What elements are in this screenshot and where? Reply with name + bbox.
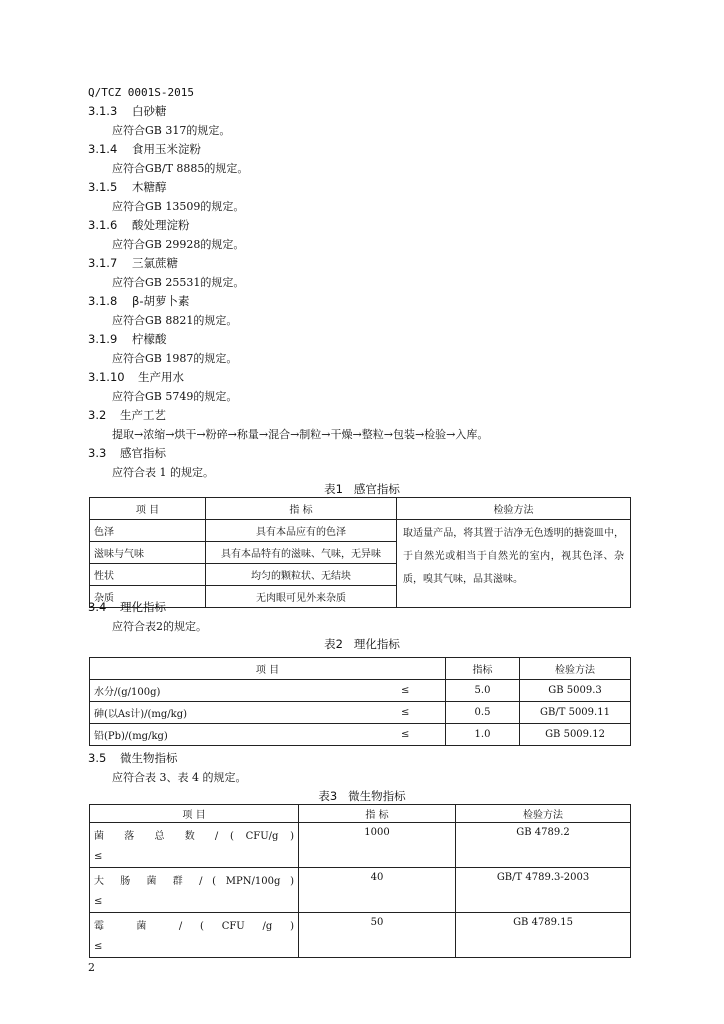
section-number: 3.2 bbox=[88, 408, 107, 422]
section-text-3-1-9: 应符合GB 1987的规定。 bbox=[112, 352, 238, 365]
table-cell: 杂质 bbox=[90, 586, 206, 608]
table-cell-item-label: 菌 落 总 数 / ( CFU/g ) bbox=[94, 831, 294, 842]
table-header-cell: 项 目 bbox=[90, 658, 446, 680]
section-heading-3-5 bbox=[88, 750, 178, 766]
table-cell bbox=[90, 913, 299, 958]
section-text-3-1-10: 应符合GB 5749的规定。 bbox=[112, 390, 238, 403]
section-number: 3.1.7 bbox=[88, 256, 118, 270]
table-cell-method: 取适量产品，将其置于洁净无色透明的搪瓷皿中，于自然光或相当于自然光的室内，视其色泽、杂质，嗅其气味，品其滋味。 bbox=[397, 520, 631, 608]
table3-caption bbox=[0, 788, 724, 804]
table-header-cell: 指 标 bbox=[206, 498, 397, 520]
table1-caption-title: 感官指标 bbox=[353, 482, 400, 496]
table-header-row bbox=[90, 498, 631, 520]
section-text-3-5: 应符合表 3、表 4 的规定。 bbox=[112, 771, 247, 784]
table-cell: 具有本品特有的滋味、气味，无异味 bbox=[206, 542, 397, 564]
table-cell: 50 bbox=[299, 913, 456, 958]
section-text-3-1-3: 应符合GB 317的规定。 bbox=[112, 124, 231, 137]
section-heading-3-4 bbox=[88, 599, 166, 615]
table-cell: GB 4789.2 bbox=[456, 823, 631, 868]
section-title: 生产用水 bbox=[138, 370, 184, 384]
section-title: β-胡萝卜素 bbox=[132, 294, 190, 308]
table-cell: 铅(Pb)/(mg/kg) bbox=[90, 724, 398, 746]
table-row bbox=[90, 702, 631, 724]
table-header-cell: 检验方法 bbox=[456, 805, 631, 823]
section-heading-3-1-10 bbox=[88, 369, 184, 385]
table-cell: 水分/(g/100g) bbox=[90, 680, 398, 702]
table-cell-operator: ≤ bbox=[94, 851, 103, 862]
table-header-cell: 项 目 bbox=[90, 805, 299, 823]
table2-caption-label: 表2 bbox=[324, 637, 343, 651]
section-text-3-4: 应符合表2的规定。 bbox=[112, 620, 207, 633]
table2-caption-title: 理化指标 bbox=[353, 637, 400, 651]
section-text-3-3: 应符合表 1 的规定。 bbox=[112, 466, 214, 479]
table-cell: 0.5 bbox=[446, 702, 520, 724]
table1-caption bbox=[0, 481, 724, 497]
table-cell-operator: ≤ bbox=[94, 941, 103, 952]
table1-caption-label: 表1 bbox=[324, 482, 343, 496]
table-cell: 性状 bbox=[90, 564, 206, 586]
section-title: 白砂糖 bbox=[132, 104, 167, 118]
section-title: 生产工艺 bbox=[120, 408, 166, 422]
table-header-cell: 检验方法 bbox=[397, 498, 631, 520]
section-title: 微生物指标 bbox=[120, 751, 178, 765]
section-text-3-2: 提取→浓缩→烘干→粉碎→称量→混合→制粒→干燥→整粒→包装→检验→入库。 bbox=[112, 428, 489, 441]
section-title: 木糖醇 bbox=[132, 180, 167, 194]
table-cell-operator: ≤ bbox=[397, 702, 446, 724]
section-number: 3.4 bbox=[88, 600, 107, 614]
table-cell: GB 5009.12 bbox=[520, 724, 631, 746]
table-cell: 色泽 bbox=[90, 520, 206, 542]
table-cell: 具有本品应有的色泽 bbox=[206, 520, 397, 542]
table-header-cell: 指 标 bbox=[299, 805, 456, 823]
table-cell: GB 4789.15 bbox=[456, 913, 631, 958]
table-cell: 无肉眼可见外来杂质 bbox=[206, 586, 397, 608]
table2-caption bbox=[0, 636, 724, 652]
table-header-cell: 项 目 bbox=[90, 498, 206, 520]
section-heading-3-1-5 bbox=[88, 179, 167, 195]
section-number: 3.1.9 bbox=[88, 332, 118, 346]
table-cell bbox=[90, 823, 299, 868]
table-header-row bbox=[90, 658, 631, 680]
document-code-header: Q/TCZ 0001S-2015 bbox=[88, 86, 194, 99]
section-number: 3.1.4 bbox=[88, 142, 118, 156]
section-number: 3.3 bbox=[88, 446, 107, 460]
table-cell: GB 5009.3 bbox=[520, 680, 631, 702]
table-cell: 1.0 bbox=[446, 724, 520, 746]
section-heading-3-1-7 bbox=[88, 255, 178, 271]
table-cell-operator: ≤ bbox=[397, 724, 446, 746]
section-text-3-1-6: 应符合GB 29928的规定。 bbox=[112, 238, 245, 251]
page-number: 2 bbox=[88, 961, 95, 974]
table-row bbox=[90, 520, 631, 542]
section-text-3-1-5: 应符合GB 13509的规定。 bbox=[112, 200, 245, 213]
table-cell-operator: ≤ bbox=[94, 896, 103, 907]
section-number: 3.1.8 bbox=[88, 294, 118, 308]
section-number: 3.1.3 bbox=[88, 104, 118, 118]
section-number: 3.1.10 bbox=[88, 370, 125, 384]
table-cell bbox=[90, 868, 299, 913]
section-heading-3-3 bbox=[88, 445, 166, 461]
section-heading-3-1-9 bbox=[88, 331, 167, 347]
section-number: 3.5 bbox=[88, 751, 107, 765]
section-title: 三氯蔗糖 bbox=[132, 256, 178, 270]
table-physicochemical bbox=[89, 657, 631, 746]
section-title: 柠檬酸 bbox=[132, 332, 167, 346]
table3-caption-title: 微生物指标 bbox=[348, 789, 406, 803]
section-text-3-1-7: 应符合GB 25531的规定。 bbox=[112, 276, 245, 289]
table-header-cell: 检验方法 bbox=[520, 658, 631, 680]
table-cell: GB/T 5009.11 bbox=[520, 702, 631, 724]
table-cell-item-label: 霉 菌 / ( CFU /g ) bbox=[94, 921, 294, 932]
table-cell: 5.0 bbox=[446, 680, 520, 702]
table-cell: GB/T 4789.3-2003 bbox=[456, 868, 631, 913]
section-title: 感官指标 bbox=[120, 446, 166, 460]
section-heading-3-2 bbox=[88, 407, 166, 423]
table-row bbox=[90, 724, 631, 746]
table-header-row bbox=[90, 805, 631, 823]
section-heading-3-1-6 bbox=[88, 217, 190, 233]
table-cell: 滋味与气味 bbox=[90, 542, 206, 564]
table-row bbox=[90, 913, 631, 958]
table-header-cell: 指标 bbox=[446, 658, 520, 680]
section-title: 食用玉米淀粉 bbox=[132, 142, 201, 156]
section-heading-3-1-3 bbox=[88, 103, 167, 119]
section-number: 3.1.5 bbox=[88, 180, 118, 194]
table-sensory bbox=[89, 497, 631, 608]
section-heading-3-1-8 bbox=[88, 293, 190, 309]
table-cell-operator: ≤ bbox=[397, 680, 446, 702]
table-row bbox=[90, 680, 631, 702]
section-heading-3-1-4 bbox=[88, 141, 201, 157]
table-cell: 40 bbox=[299, 868, 456, 913]
section-text-3-1-4: 应符合GB/T 8885的规定。 bbox=[112, 162, 249, 175]
section-number: 3.1.6 bbox=[88, 218, 118, 232]
table-cell: 均匀的颗粒状、无结块 bbox=[206, 564, 397, 586]
section-text-3-1-8: 应符合GB 8821的规定。 bbox=[112, 314, 238, 327]
table-cell: 砷(以As计)/(mg/kg) bbox=[90, 702, 398, 724]
section-title: 理化指标 bbox=[120, 600, 166, 614]
table-cell: 1000 bbox=[299, 823, 456, 868]
table-microbiological bbox=[89, 804, 631, 958]
section-title: 酸处理淀粉 bbox=[132, 218, 190, 232]
table-row bbox=[90, 868, 631, 913]
table-row bbox=[90, 823, 631, 868]
table-cell-item-label: 大 肠 菌 群 / ( MPN/100g ) bbox=[94, 876, 294, 887]
table3-caption-label: 表3 bbox=[318, 789, 338, 803]
